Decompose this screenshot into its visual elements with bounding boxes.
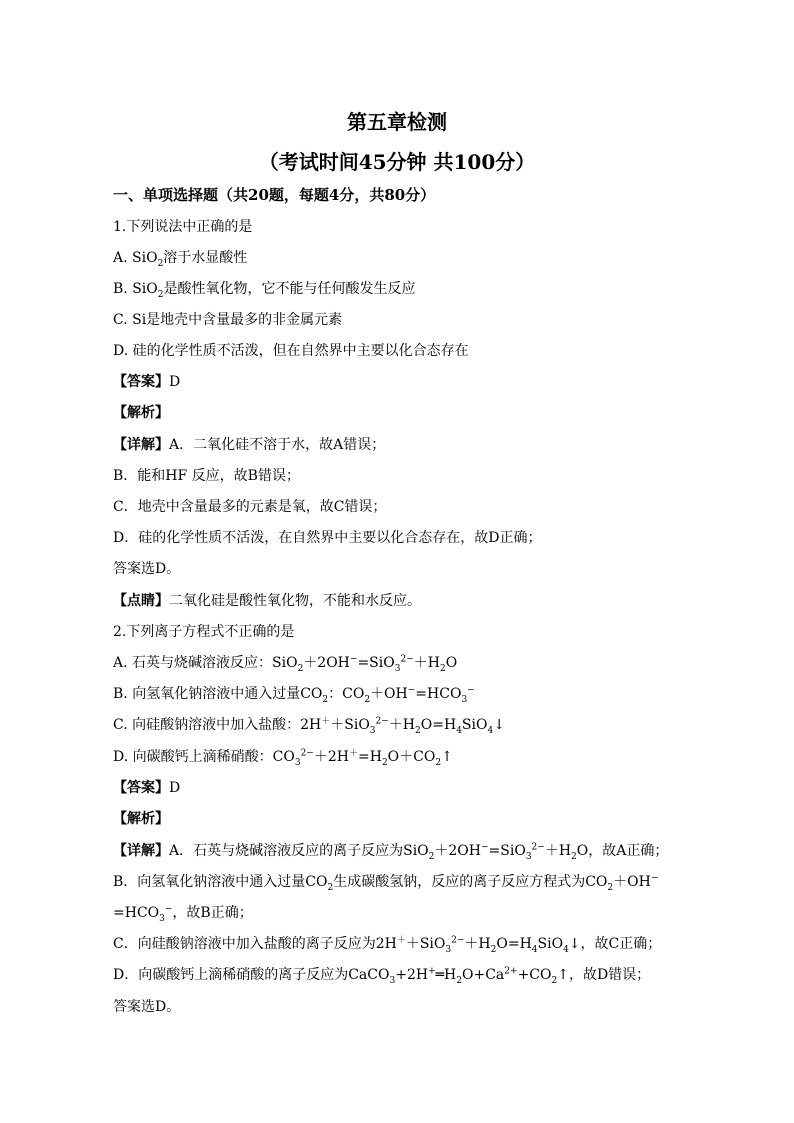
q2-analysis-label: 【解析】 [113,811,169,827]
q1-point: 【点睛】二氧化硅是酸性氧化物，不能和水反应。 [113,593,421,609]
q1-stem: 1.下列说法中正确的是 [113,219,253,235]
q2-detail-b-line1: B．向氢氧化钠溶液中通入过量$CO_2$生成碳酸氢钠，反应的离子反应方程式为$CO_2+OH^-$ [113,873,659,893]
q1-option-b: B. SiO$_2$是酸性氧化物，它不能与任何酸发生反应 [113,281,416,300]
q2-conclusion: 答案选D。 [113,999,181,1015]
section-heading: 一、单项选择题（共20题，每题4分，共80分） [113,186,436,204]
q1-answer: 【答案】D [113,374,181,390]
q1-option-a: A. SiO$_2$溶于水显酸性 [113,250,248,269]
q1-option-d: D. 硅的化学性质不活泼，但在自然界中主要以化合态存在 [113,343,469,359]
q1-detail-c: C．地壳中含量最多的元素是氧，故C错误； [113,499,387,515]
page-title: 第五章检测 [347,110,447,134]
q2-option-d: D. 向碳酸钙上滴稀硝酸：$CO_3^{2-}+2H^+=H_2O+CO_2↑$ [113,748,453,768]
q2-detail-d: D．向碳酸钙上滴稀硝酸的离子反应为$CaCO_3+2H^+═H_2O+Ca^{2+}+CO_2↑$，故D错误； [113,966,651,986]
q2-detail-b-line2: $=HCO_3^-$，故B正确； [113,904,253,924]
q2-detail-a: 【详解】A．石英与烧碱溶液反应的离子反应为$SiO_2+2OH^-=SiO_3^{2-}+H_2O$，故A正确； [113,842,669,862]
page-subtitle: （考试时间45分钟 共100分） [258,150,536,174]
q2-detail-c: C．向硅酸钠溶液中加入盐酸的离子反应为$2H^++SiO_3^{2-}+H_2O=H_4SiO_4↓$，故C正确； [113,935,662,955]
q1-detail-d: D．硅的化学性质不活泼，在自然界中主要以化合态存在，故D正确； [113,530,542,546]
q1-conclusion: 答案选D。 [113,561,181,577]
q1-option-c: C. Si是地壳中含量最多的非金属元素 [113,312,343,328]
q2-option-b: B. 向氢氧化钠溶液中通入过量$CO_2$：$CO_2+OH^-=HCO_3^-$ [113,685,475,705]
q2-option-a: A. 石英与烧碱溶液反应：$SiO_2+2OH^-=SiO_3^{2-}+H_2O$ [113,654,458,674]
q1-detail-b: B．能和HF 反应，故B错误； [113,468,300,484]
q2-stem: 2.下列离子方程式不正确的是 [113,624,295,640]
q2-answer: 【答案】D [113,780,181,796]
q2-option-c: C. 向硅酸钠溶液中加入盐酸：$2H^++SiO_3^{2-}+H_2O=H_4SiO_4↓$ [113,716,505,736]
q1-analysis-label: 【解析】 [113,405,169,421]
q1-detail-a: 【详解】A．二氧化硅不溶于水，故A错误； [113,437,386,453]
